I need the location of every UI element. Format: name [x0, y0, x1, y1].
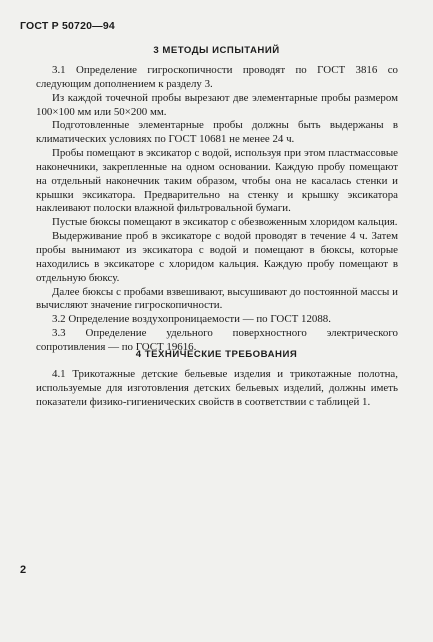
section-4-title: 4 ТЕХНИЧЕСКИЕ ТРЕБОВАНИЯ: [135, 349, 298, 360]
page-number: 2: [20, 564, 27, 576]
paragraph-exsiccator: Пробы помещают в эксикатор с водой, используя при этом пластмассовые наконечники, закрепленные на одном основании. Каждую пробу помещают на отдельный наконечник таким образом, чтобы она не касалась стенки и крышки эксикатора. Предварительно на стенку и крышку эксикатора наклеивают полоски влажной фильтровальной бумаги.: [36, 147, 398, 215]
paragraph-conditioning: Подготовленные элементарные пробы должны быть выдержаны в климатических условиях по ГОСТ 10681 не менее 24 ч.: [36, 119, 398, 146]
paragraph-holding: Выдерживание проб в эксикаторе с водой проводят в течение 4 ч. Затем пробы вынимают из эксикатора с водой и помещают в бюксы, которые находились в эксикаторе с хлоридом кальция. Каждую пробу помещают в отдельную бюксу.: [36, 230, 398, 284]
section-3-title: 3 МЕТОДЫ ИСПЫТАНИЙ: [153, 45, 280, 56]
paragraph-3-2: 3.2 Определение воздухопроницаемости — по ГОСТ 12088.: [52, 313, 331, 326]
section-4-body: [36, 368, 398, 410]
paragraph-3-3: 3.3 Определение удельного поверхностного электрического сопротивления — по ГОСТ 19616.: [36, 327, 398, 353]
section-3-body: [36, 64, 398, 355]
paragraph-3-1: 3.1 Определение гигроскопичности проводят по ГОСТ 3816 со следующим дополнением к разделу 3.: [36, 64, 398, 90]
paragraph-empty-boxes: Пустые бюксы помещают в эксикатор с обезвоженным хлоридом кальция.: [52, 216, 398, 229]
standard-header: ГОСТ Р 50720—94: [20, 20, 115, 32]
paragraph-sample-cut: Из каждой точечной пробы вырезают две элементарные пробы размером 100×100 мм или 50×200 мм.: [36, 91, 398, 118]
paragraph-weighing: Далее бюксы с пробами взвешивают, высушивают до постоянной массы и вычисляют значение гигроскопичности.: [36, 285, 398, 312]
paragraph-4-1: 4.1 Трикотажные детские бельевые изделия и трикотажные полотна, используемые для изготовления детских бельевых изделий, должны иметь показатели физико-гигиенических свойств в соответствии с таблицей 1.: [36, 368, 398, 408]
